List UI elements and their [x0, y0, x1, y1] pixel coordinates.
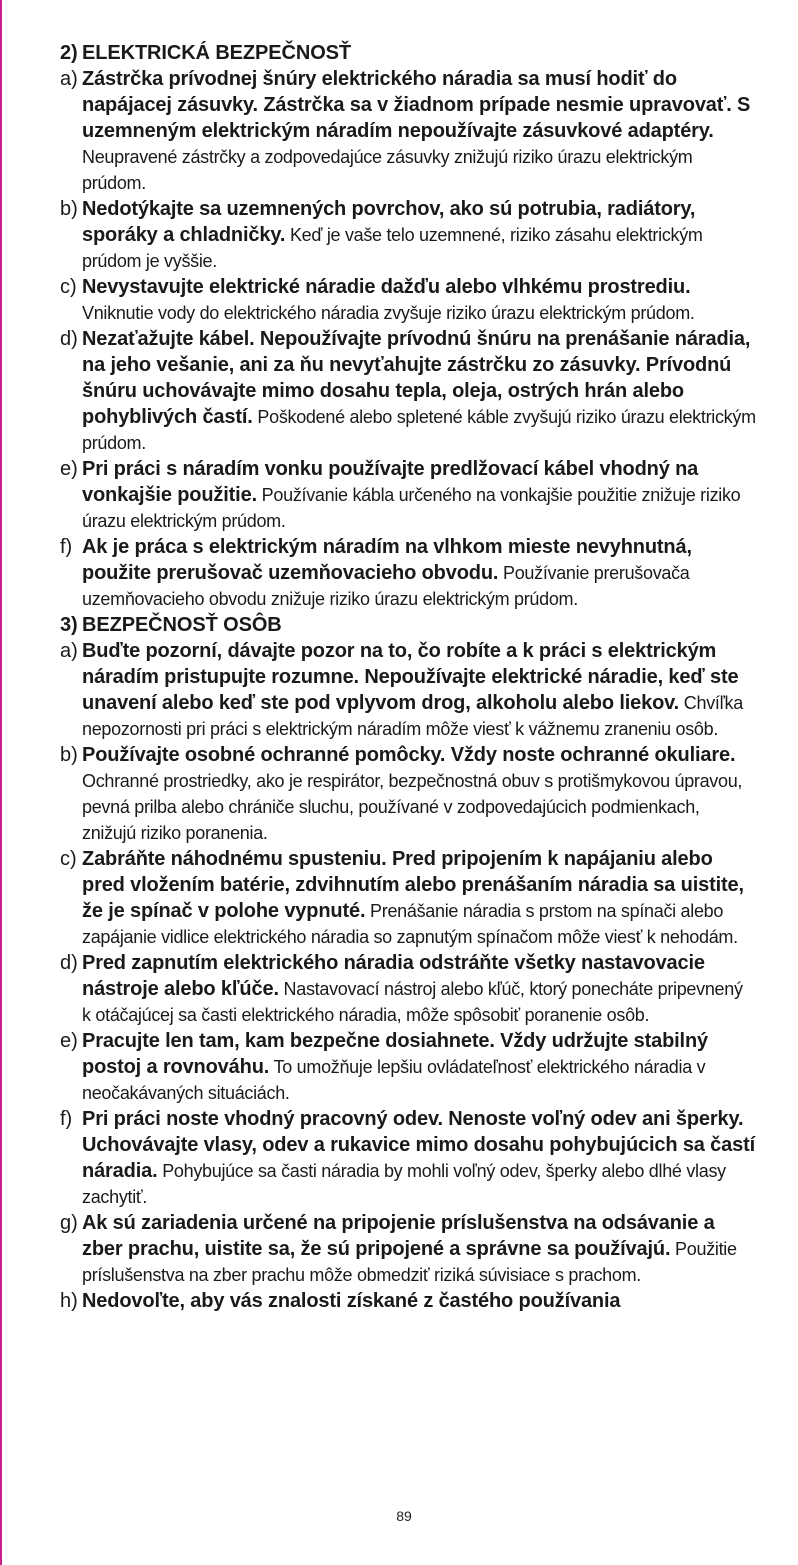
list-item: [60, 66, 756, 196]
item-body: [82, 456, 756, 534]
item-warning-bold: Pri práci s náradím vonku používajte predlžovací kábel vhodný na vonkajšie použitie.: [82, 458, 699, 506]
list-item: [60, 742, 756, 846]
document-page: [60, 40, 756, 1314]
page-edge-accent: [0, 0, 2, 1565]
list-item: [60, 1106, 756, 1210]
item-warning-bold: Používajte osobné ochranné pomôcky. Vždy noste ochranné okuliare.: [82, 744, 736, 766]
list-item: [60, 534, 756, 612]
list-item: [60, 326, 756, 456]
list-item: [60, 950, 756, 1028]
section-heading: [60, 40, 756, 66]
section-heading: [60, 612, 756, 638]
list-item: [60, 846, 756, 950]
item-explanation: Chvíľka nepozornosti pri práci s elektrickým náradím môže viesť k vážnemu zraneniu osôb.: [82, 693, 743, 739]
item-letter: a): [60, 68, 78, 90]
item-letter: h): [60, 1290, 78, 1312]
list-item: [60, 638, 756, 742]
item-letter: f): [60, 536, 73, 558]
item-warning-bold: Nezaťažujte kábel. Nepoužívajte prívodnú šnúru na prenášanie náradia, na jeho vešanie, ani za ňu nevyťahujte zástrčku zo zásuvky. Prívodnú šnúru uchovávajte mimo dosahu tepla, oleja, ostrých hrán alebo pohyblivých častí.: [82, 328, 751, 428]
item-body: [82, 196, 756, 274]
item-warning-bold: Pracujte len tam, kam bezpečne dosiahnete. Vždy udržujte stabilný postoj a rovnováhu.: [82, 1030, 708, 1078]
item-letter: e): [60, 1030, 78, 1052]
section-title: BEZPEČNOSŤ OSÔB: [82, 614, 282, 636]
item-warning-bold: Ak sú zariadenia určené na pripojenie príslušenstva na odsávanie a zber prachu, uistite sa, že sú pripojené a správne sa používajú.: [82, 1212, 715, 1260]
item-explanation: Nastavovací nástroj alebo kľúč, ktorý ponecháte pripevnený k otáčajúcej sa časti elektrického náradia, môže spôsobiť poranenie osôb.: [82, 979, 743, 1025]
item-warning-bold: Zástrčka prívodnej šnúry elektrického náradia sa musí hodiť do napájacej zásuvky. Zástrčka sa v žiadnom prípade nesmie upravovať. S uzemneným elektrickým náradím nepoužívajte zásuvkové adaptéry.: [82, 68, 751, 142]
item-letter: b): [60, 198, 78, 220]
list-item: [60, 1028, 756, 1106]
section-number: 2): [60, 42, 78, 64]
item-warning-bold: Ak je práca s elektrickým náradím na vlhkom mieste nevyhnutná, použite prerušovač uzemňovacieho obvodu.: [82, 536, 692, 584]
item-warning-bold: Zabráňte náhodnému spusteniu. Pred pripojením k napájaniu alebo pred vložením batérie, zdvihnutím alebo prenášaním náradia sa uistite, že je spínač v polohe vypnuté.: [82, 848, 744, 922]
item-body: [82, 1028, 756, 1106]
item-letter: d): [60, 952, 78, 974]
item-explanation: Používanie kábla určeného na vonkajšie použitie znižuje riziko úrazu elektrickým prúdom.: [82, 485, 741, 531]
item-explanation: Vniknutie vody do elektrického náradia zvyšuje riziko úrazu elektrickým prúdom.: [82, 303, 695, 323]
item-body: [82, 66, 756, 196]
item-letter: g): [60, 1212, 78, 1234]
list-item: [60, 196, 756, 274]
item-explanation: To umožňuje lepšiu ovládateľnosť elektrického náradia v neočakávaných situáciách.: [82, 1057, 706, 1103]
item-body: [82, 846, 756, 950]
item-explanation: Pohybujúce sa časti náradia by mohli voľný odev, šperky alebo dlhé vlasy zachytiť.: [82, 1161, 726, 1207]
item-letter: e): [60, 458, 78, 480]
item-warning-bold: Nedotýkajte sa uzemnených povrchov, ako sú potrubia, radiátory, sporáky a chladničky.: [82, 198, 696, 246]
item-body: [82, 326, 756, 456]
item-warning-bold: Nedovoľte, aby vás znalosti získané z častého používania: [82, 1290, 621, 1312]
section-title: ELEKTRICKÁ BEZPEČNOSŤ: [82, 42, 352, 64]
item-body: [82, 1288, 756, 1314]
item-body: [82, 742, 756, 846]
item-explanation: Prenášanie náradia s prstom na spínači alebo zapájanie vidlice elektrického náradia so zapnutým spínačom môže viesť k nehodám.: [82, 901, 738, 947]
item-warning-bold: Buďte pozorní, dávajte pozor na to, čo robíte a k práci s elektrickým náradím pristupujte rozumne. Nepoužívajte elektrické náradie, keď ste unavení alebo keď ste pod vplyvom drog, alkoholu alebo liekov.: [82, 640, 739, 714]
item-warning-bold: Pred zapnutím elektrického náradia odstráňte všetky nastavovacie nástroje alebo kľúče.: [82, 952, 705, 1000]
item-explanation: Poškodené alebo spletené káble zvyšujú riziko úrazu elektrickým prúdom.: [82, 407, 756, 453]
item-letter: d): [60, 328, 78, 350]
item-warning-bold: Pri práci noste vhodný pracovný odev. Nenoste voľný odev ani šperky. Uchovávajte vlasy, odev a rukavice mimo dosahu pohybujúcich sa častí náradia.: [82, 1108, 756, 1182]
item-body: [82, 950, 756, 1028]
item-explanation: Neupravené zástrčky a zodpovedajúce zásuvky znižujú riziko úrazu elektrickým prúdom.: [82, 147, 693, 193]
list-item: [60, 456, 756, 534]
list-item: [60, 1210, 756, 1288]
item-explanation: Použitie príslušenstva na zber prachu môže obmedziť riziká súvisiace s prachom.: [82, 1239, 737, 1285]
item-body: [82, 638, 756, 742]
item-explanation: Používanie prerušovača uzemňovacieho obvodu znižuje riziko úrazu elektrickým prúdom.: [82, 563, 690, 609]
section-number: 3): [60, 614, 78, 636]
item-explanation: Keď je vaše telo uzemnené, riziko zásahu elektrickým prúdom je vyššie.: [82, 225, 703, 271]
item-letter: f): [60, 1108, 73, 1130]
item-letter: c): [60, 276, 77, 298]
item-letter: b): [60, 744, 78, 766]
item-body: [82, 534, 756, 612]
list-item: [60, 274, 756, 326]
item-body: [82, 1106, 756, 1210]
item-letter: c): [60, 848, 77, 870]
item-body: [82, 274, 756, 326]
item-explanation: Ochranné prostriedky, ako je respirátor, bezpečnostná obuv s protišmykovou úpravou, pevná prilba alebo chrániče sluchu, používané v zodpovedajúcich podmienkach, znižujú riziko poranenia.: [82, 771, 743, 843]
list-item: [60, 1288, 756, 1314]
item-letter: a): [60, 640, 78, 662]
item-body: [82, 1210, 756, 1288]
item-warning-bold: Nevystavujte elektrické náradie dažďu alebo vlhkému prostrediu.: [82, 276, 691, 298]
page-number: 89: [396, 1508, 412, 1524]
